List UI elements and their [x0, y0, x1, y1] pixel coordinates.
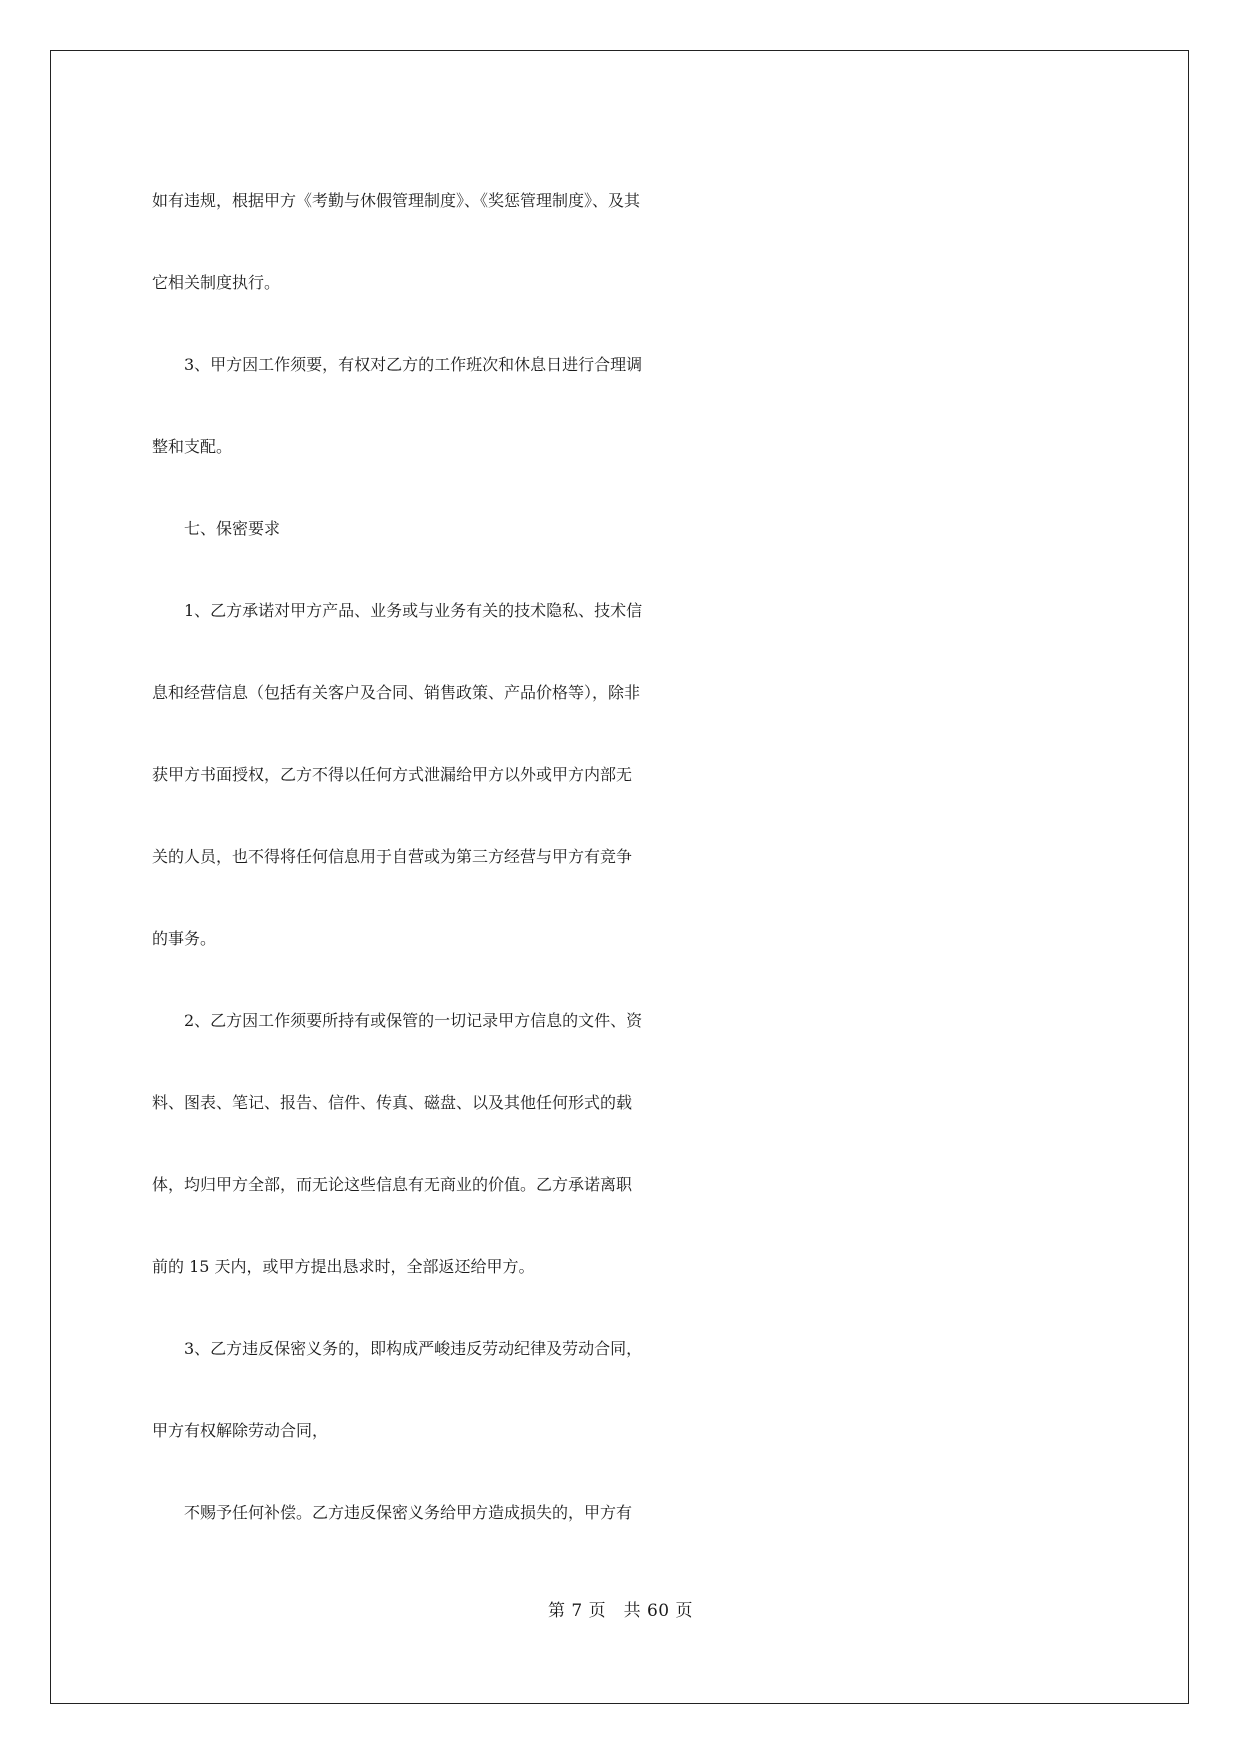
document-body	[152, 160, 1087, 1554]
text-line: 3、乙方违反保密义务的，即构成严峻违反劳动纪律及劳动合同，	[152, 1339, 643, 1358]
text-line: 获甲方书面授权，乙方不得以任何方式泄漏给甲方以外或甲方内部无	[152, 765, 633, 784]
text-line: 料、图表、笔记、报告、信件、传真、磁盘、以及其他任何形式的载	[152, 1093, 633, 1112]
section-heading: 七、保密要求	[152, 519, 281, 538]
text-line: 息和经营信息（包括有关客户及合同、销售政策、产品价格等），除非	[152, 683, 641, 702]
page-footer	[0, 1596, 1241, 1621]
page-number: 第 7 页 共 60 页	[547, 1601, 694, 1621]
text-line: 前的 15 天内，或甲方提出恳求时，全部返还给甲方。	[152, 1257, 535, 1276]
text-line: 体，均归甲方全部，而无论这些信息有无商业的价值。乙方承诺离职	[152, 1175, 633, 1194]
text-line: 2、乙方因工作须要所持有或保管的一切记录甲方信息的文件、资	[152, 1011, 643, 1030]
text-line: 1、乙方承诺对甲方产品、业务或与业务有关的技术隐私、技术信	[152, 601, 643, 620]
text-line: 不赐予任何补偿。乙方违反保密义务给甲方造成损失的，甲方有	[152, 1503, 633, 1522]
text-line: 整和支配。	[152, 437, 233, 456]
text-line: 它相关制度执行。	[152, 273, 281, 292]
text-line: 如有违规，根据甲方《考勤与休假管理制度》、《奖惩管理制度》、及其	[152, 191, 641, 210]
text-line: 甲方有权解除劳动合同，	[152, 1421, 329, 1440]
text-line: 关的人员，也不得将任何信息用于自营或为第三方经营与甲方有竞争	[152, 847, 633, 866]
text-line: 3、甲方因工作须要，有权对乙方的工作班次和休息日进行合理调	[152, 355, 643, 374]
text-line: 的事务。	[152, 929, 217, 948]
